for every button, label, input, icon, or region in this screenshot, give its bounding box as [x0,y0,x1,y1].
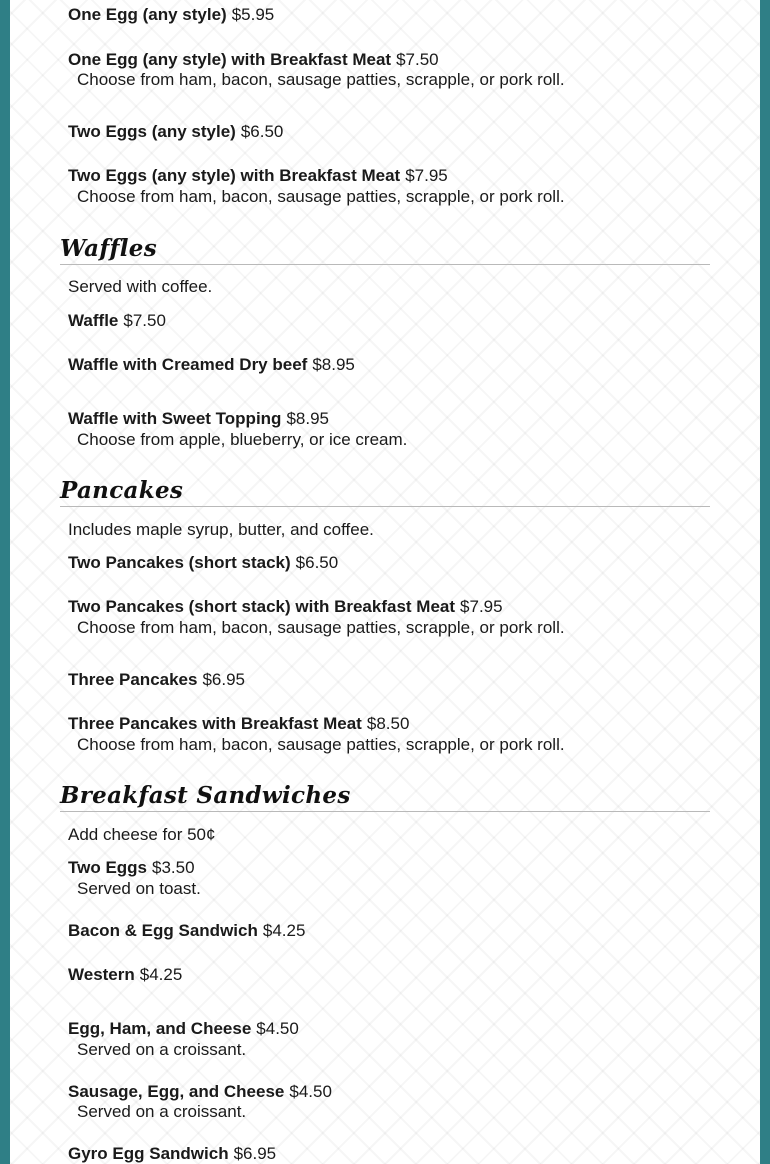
item-description: Served on a croissant. [77,1040,247,1059]
menu-item [68,5,274,25]
menu-item [68,166,448,186]
section-heading-pancakes: Pancakes [60,476,710,507]
item-name: Two Pancakes (short stack) [68,553,291,572]
item-price: $6.95 [233,1144,277,1163]
item-description: Served on a croissant. [77,1102,247,1121]
item-name: Two Eggs (any style) [68,122,236,141]
menu-item [68,122,283,142]
item-price: $3.50 [152,858,195,877]
item-price: $7.50 [123,311,166,330]
item-price: $7.50 [396,50,439,69]
item-price: $4.25 [139,965,183,984]
item-price: $6.50 [295,553,339,572]
item-price: $7.95 [405,166,448,185]
menu-item [68,409,329,429]
item-description: Choose from ham, bacon, sausage patties, scrapple, or pork roll. [77,187,565,206]
item-description: Choose from ham, bacon, sausage patties, scrapple, or pork roll. [77,735,565,754]
item-name: Waffle [68,311,119,330]
menu-item [68,597,503,617]
menu-item [68,714,409,734]
item-name: Two Pancakes (short stack) with Breakfast Meat [68,597,456,616]
menu-item [68,355,355,375]
item-price: $4.50 [256,1019,299,1038]
item-name: Bacon & Egg Sandwich [68,921,258,940]
item-name: Three Pancakes with Breakfast Meat [68,714,362,733]
item-price: $6.95 [202,670,246,689]
menu-item [68,1019,299,1039]
item-description: Choose from ham, bacon, sausage patties, scrapple, or pork roll. [77,70,565,89]
menu-item [68,858,195,878]
menu-item [68,1082,332,1102]
section-note: Served with coffee. [68,277,213,296]
section-heading-waffles: Waffles [60,234,710,265]
item-price: $5.95 [231,5,275,24]
menu-item [68,921,305,941]
item-price: $8.50 [366,714,410,733]
menu-item [68,553,338,573]
item-name: One Egg (any style) with Breakfast Meat [68,50,392,69]
item-name: Two Eggs (any style) with Breakfast Meat [68,166,401,185]
item-description: Choose from ham, bacon, sausage patties, scrapple, or pork roll. [77,618,565,637]
item-name: Three Pancakes [68,670,198,689]
section-heading-breakfast-sandwiches: Breakfast Sandwiches [60,781,710,812]
section-note: Add cheese for 50¢ [68,825,216,844]
item-price: $4.25 [262,921,306,940]
section-note: Includes maple syrup, butter, and coffee. [68,520,374,539]
menu-item [68,1144,276,1164]
item-name: Waffle with Creamed Dry beef [68,355,308,374]
menu-item [68,670,245,690]
item-price: $7.95 [460,597,503,616]
item-description: Served on toast. [77,879,201,898]
item-name: Sausage, Egg, and Cheese [68,1082,285,1101]
item-name: Waffle with Sweet Topping [68,409,282,428]
item-name: Western [68,965,135,984]
menu-page [10,0,760,1164]
item-price: $8.95 [286,409,329,428]
item-name: Two Eggs [68,858,148,877]
item-description: Choose from apple, blueberry, or ice cream. [77,430,408,449]
item-price: $6.50 [240,122,284,141]
item-price: $4.50 [289,1082,332,1101]
menu-item [68,50,439,70]
menu-item [68,965,182,985]
item-price: $8.95 [312,355,355,374]
item-name: Egg, Ham, and Cheese [68,1019,252,1038]
item-name: Gyro Egg Sandwich [68,1144,229,1163]
menu-item [68,311,166,331]
item-name: One Egg (any style) [68,5,227,24]
